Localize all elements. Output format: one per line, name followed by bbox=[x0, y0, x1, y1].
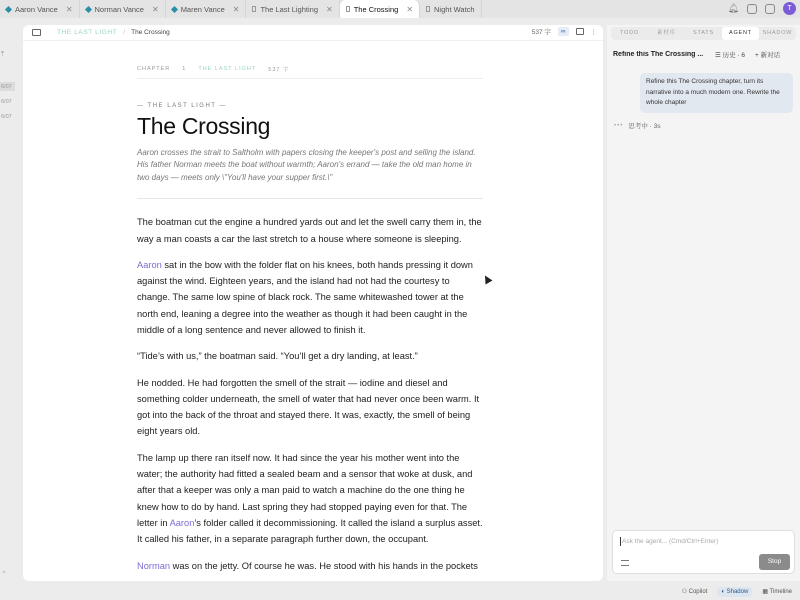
book-kicker: — THE LAST LIGHT — bbox=[137, 103, 228, 109]
close-icon[interactable]: ✕ bbox=[406, 4, 414, 14]
rail-item[interactable]: 6/07 bbox=[1, 84, 12, 90]
rail-item[interactable]: 6/07 bbox=[1, 99, 12, 105]
options-icon[interactable] bbox=[621, 560, 629, 566]
document-icon bbox=[252, 6, 256, 12]
history-button[interactable]: ☰ 历史 · 6 bbox=[715, 52, 746, 59]
paragraph[interactable]: The lamp up there ran itself now. It had since the year his mother went into the water; the authority had fitted a sealed beam and a sensor that woke at dusk, and after that a keeper was only a man paid to watch a machine do the one thing he knew how to do by hand. Last spring they had stopped paying even for that. The letter in Aaron’s folder called it decommissioning. It called the island a surplus asset. It called his father, in a separate paragraph further down, the occupant. bbox=[137, 452, 483, 545]
tab-stats[interactable]: STATS bbox=[693, 30, 714, 36]
editor-tools bbox=[532, 27, 597, 36]
agent-panel bbox=[607, 25, 800, 581]
breadcrumb-separator: / bbox=[123, 29, 126, 36]
paragraph[interactable]: The boatman cut the engine a hundred yards out and let the swell carry them in, the way a man coasts a car the last stretch to a house where someone is sleeping. bbox=[137, 217, 482, 244]
divider bbox=[137, 198, 483, 199]
close-icon[interactable]: ✕ bbox=[65, 4, 73, 14]
user-message: Refine this The Crossing chapter, turn its narrative into a much modern one. Rewrite the whole chapter bbox=[640, 73, 793, 113]
breadcrumb-book[interactable]: THE LAST LIGHT bbox=[57, 29, 118, 36]
word-count: 537 字 bbox=[531, 29, 551, 36]
page-title[interactable]: The Crossing bbox=[137, 113, 271, 139]
more-icon[interactable]: ⋮ bbox=[590, 28, 597, 36]
tab-norman-vance[interactable]: Norman Vance ✕ bbox=[80, 0, 166, 18]
breadcrumb-chapter: The Crossing bbox=[131, 29, 170, 36]
shadow-toggle[interactable]: ◐ Shadow bbox=[717, 587, 752, 597]
layout-icon[interactable] bbox=[747, 4, 757, 14]
panel-icon[interactable] bbox=[765, 4, 775, 14]
comment-icon[interactable] bbox=[576, 28, 584, 35]
chapter-content bbox=[137, 65, 483, 574]
panel-tabs bbox=[611, 27, 796, 40]
character-icon bbox=[84, 5, 91, 12]
upload-icon[interactable]: ⤒ bbox=[1, 51, 5, 58]
window-controls bbox=[728, 2, 796, 15]
new-chat-button[interactable]: + 新对话 bbox=[755, 52, 781, 59]
tab-library[interactable]: 素材库 bbox=[657, 30, 676, 36]
agent-input[interactable]: Ask the agent... (Cmd/Ctrl+Enter) bbox=[622, 538, 719, 545]
document-icon bbox=[346, 6, 350, 12]
avatar[interactable]: T bbox=[783, 2, 796, 15]
tab-todo[interactable]: TODO bbox=[620, 30, 639, 36]
tab-aaron-vance[interactable]: Aaron Vance ✕ bbox=[0, 0, 80, 18]
thinking-status: ••• 思考中 · 3s bbox=[614, 122, 661, 130]
chapter-meta: CHAPTER 1 THE LAST LIGHT 537 字 bbox=[137, 65, 483, 79]
chapter-summary[interactable]: Aaron crosses the strait to Saltholm with papers closing the keeper's post and selling the island. His father Norman meets the boat without warmth; Aaron's errand — take the old man home in two days — meets only \"You'll have your supper first.\" bbox=[137, 148, 476, 182]
loading-dots-icon: ••• bbox=[614, 122, 624, 129]
character-link[interactable]: Aaron bbox=[137, 259, 162, 270]
chevron-up-icon[interactable]: ⌃ bbox=[1, 571, 7, 578]
character-icon bbox=[5, 5, 12, 12]
left-rail bbox=[0, 25, 15, 580]
close-icon[interactable]: ✕ bbox=[151, 4, 159, 14]
editor-header bbox=[23, 25, 603, 41]
tab-the-last-lighting[interactable]: The Last Lighting ✕ bbox=[246, 0, 339, 18]
close-icon[interactable]: ✕ bbox=[232, 4, 240, 14]
close-icon[interactable]: ✕ bbox=[326, 4, 333, 14]
editor bbox=[23, 25, 603, 581]
tab-shadow[interactable]: SHADOW bbox=[762, 30, 793, 36]
paragraph[interactable]: Aaron sat in the bow with the folder flat on his knees, both hands pressing it down against the wind. Eighteen years, and the island had not had the courtesy to change. The same low spine of black rock. The same whitewashed tower at the north end, leaning a degree into the weather as though it had been caught in the middle of a long sentence and never allowed to finish it. bbox=[137, 259, 473, 335]
conversation-header bbox=[613, 50, 794, 59]
character-link[interactable]: Aaron bbox=[169, 517, 195, 528]
link-icon[interactable]: ∞ bbox=[558, 27, 569, 36]
paragraph[interactable]: He nodded. He had forgotten the smell of the strait — iodine and diesel and something colder underneath, the smell of water that had never once been warm. It got into the back of the throat and stayed there. It was, exactly, the smell of being eight years old. bbox=[137, 377, 480, 437]
agent-input-box[interactable] bbox=[612, 530, 795, 574]
stop-button[interactable]: Stop bbox=[759, 554, 790, 570]
tab-maren-vance[interactable]: Maren Vance ✕ bbox=[166, 0, 247, 18]
paragraph[interactable]: “Tide’s with us,” the boatman said. “You’ll get a dry landing, at least.” bbox=[137, 351, 418, 362]
copilot-toggle[interactable]: ⚇ Copilot bbox=[681, 589, 708, 595]
tab-night-watch[interactable]: Night Watch bbox=[420, 0, 482, 18]
character-link[interactable]: Norman bbox=[137, 560, 171, 571]
bell-icon[interactable]: 🔔︎ bbox=[727, 3, 739, 13]
rail-item[interactable]: 6/07 bbox=[1, 114, 12, 120]
status-bar-items bbox=[678, 586, 796, 597]
tab-the-crossing[interactable]: The Crossing ✕ bbox=[340, 0, 420, 18]
tab-agent[interactable]: AGENT bbox=[722, 27, 759, 40]
tab-bar bbox=[0, 0, 800, 18]
document-icon bbox=[426, 6, 430, 12]
sidebar-toggle-icon[interactable] bbox=[32, 29, 41, 36]
status-bar bbox=[0, 584, 800, 600]
timeline-toggle[interactable]: ▦ Timeline bbox=[762, 589, 792, 595]
conversation-title: Refine this The Crossing ... bbox=[613, 51, 704, 58]
character-icon bbox=[171, 5, 178, 12]
paragraph[interactable]: Norman was on the jetty. Of course he was. He stood with his hands in the pockets bbox=[137, 560, 478, 571]
